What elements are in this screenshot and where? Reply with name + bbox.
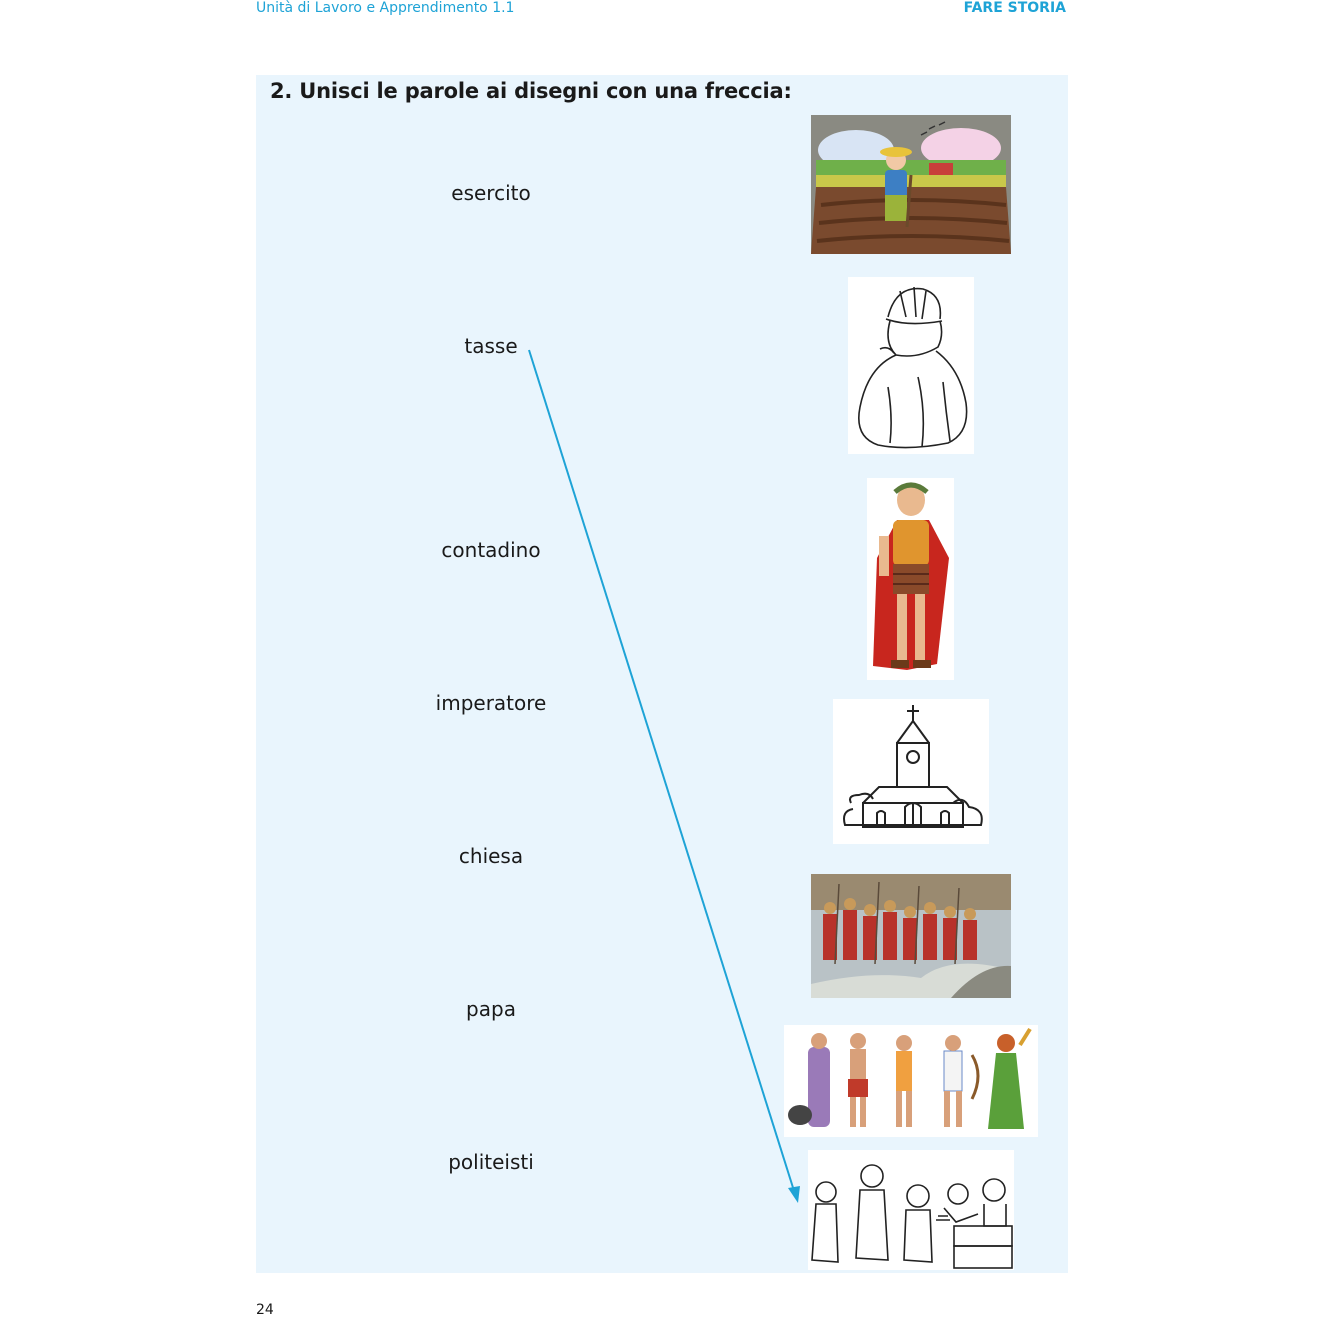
- word-chiesa[interactable]: chiesa: [458, 844, 524, 868]
- exercise-instruction: 2. Unisci le parole ai disegni con una freccia:: [270, 79, 792, 103]
- word-esercito[interactable]: esercito: [451, 181, 531, 205]
- unit-title: Unità di Lavoro e Apprendimento 1.1: [256, 0, 515, 16]
- word-papa[interactable]: papa: [466, 997, 516, 1021]
- word-politeisti[interactable]: politeisti: [448, 1150, 534, 1174]
- word-tasse[interactable]: tasse: [464, 334, 518, 358]
- subject-title: FARE STORIA: [963, 0, 1066, 16]
- word-contadino[interactable]: contadino: [441, 538, 541, 562]
- page-number: 24: [256, 1302, 274, 1318]
- word-imperatore[interactable]: imperatore: [435, 691, 547, 715]
